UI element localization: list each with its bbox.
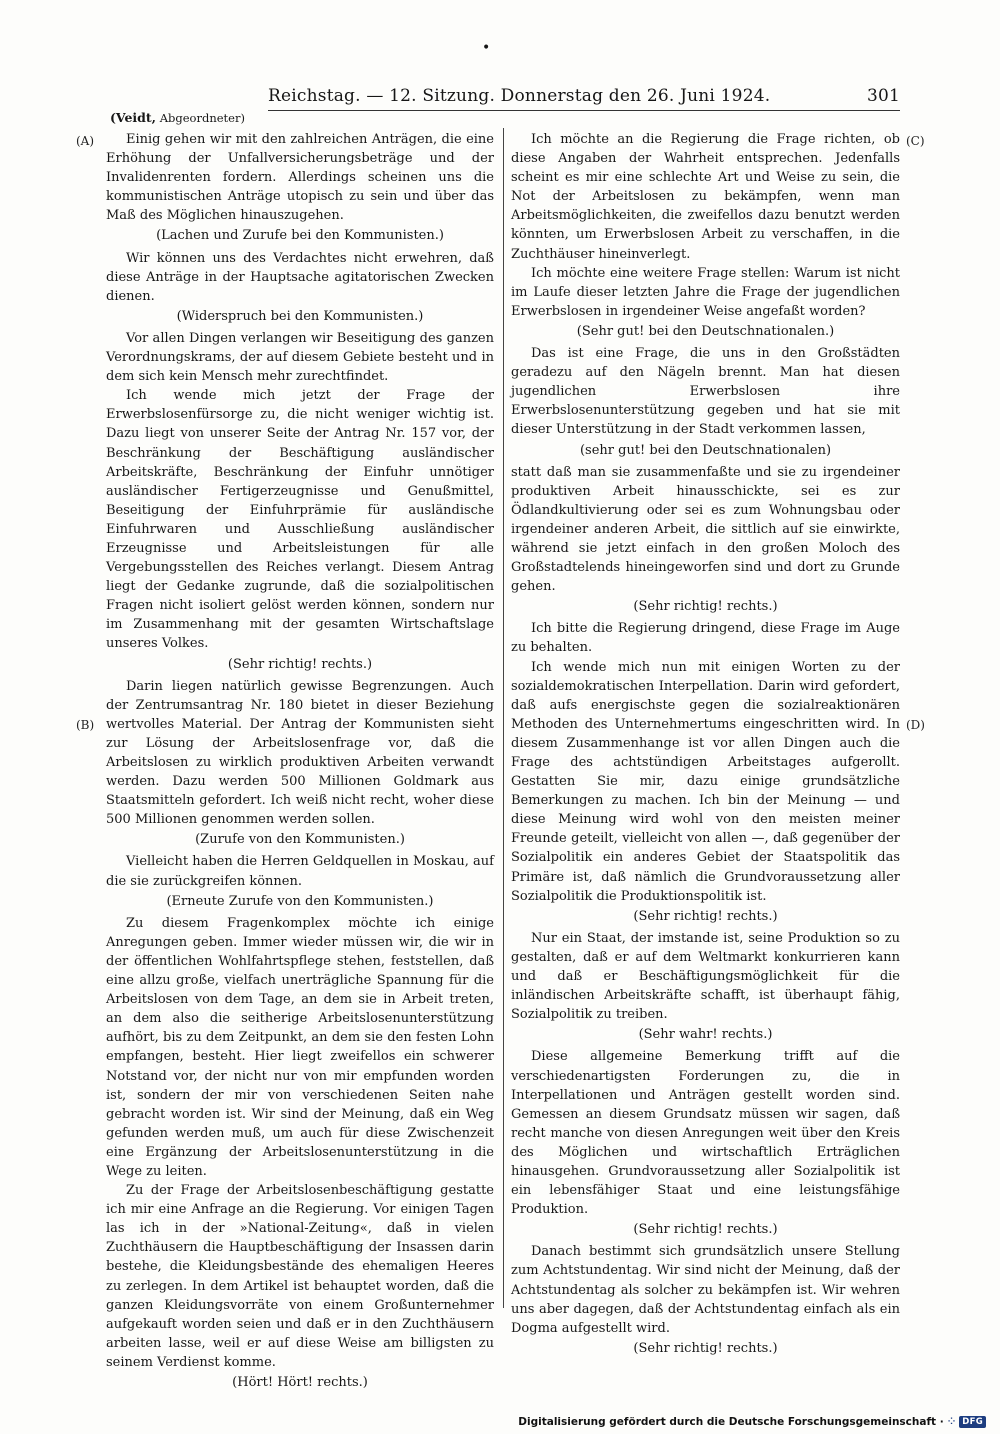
header-title: Reichstag. — 12. Sitzung. Donnerstag den 26. Juni 1924. [268, 86, 771, 106]
paragraph: Vielleicht haben die Herren Geldquellen in Moskau, auf die sie zurückgreifen können. [106, 854, 494, 889]
paragraph: Ich möchte an die Regierung die Frage richten, ob diese Angaben der Wahrheit entsprechen. Jedenfalls scheint es mir eine schlechte Art und Weise zu sein, die Not der Arbeitslosen zu bekämpfen, wenn man Arbeitsmöglichkeiten, die zweifellos dazu benutzt werden könnten, um Erwerbslosen Arbeit zu verschaffen, in die Zuchthäuser hineinverlegt. [511, 132, 900, 262]
paragraph: Vor allen Dingen verlangen wir Beseitigung des ganzen Verordnungskrams, der auf diesem Gebiete besteht und in dem sich kein Mensch mehr zurechtfindet. [106, 330, 494, 385]
paragraph: Zu der Frage der Arbeitslosenbeschäftigung gestatte ich mir eine Anfrage an die Regierung. Vor einigen Tagen las ich in der »National-Zeitung«, daß in vielen Zuchthäusern die Hauptbeschäftigung der Insassen darin bestehe, die Kleidungsbestände des ehemaligen Heeres zu zerlegen. In dem Artikel ist behauptet worden, daß die ganzen Kleidungsvorräte von einem Großunternehmer aufgekauft worden seien und daß er in den Zuchthäusern arbeiten lasse, weil er auf diese Weise am billigsten zu seinem Verdienst komme. [106, 1183, 494, 1370]
paragraph: Ich möchte eine weitere Frage stellen: Warum ist nicht im Laufe dieser letzten Jahre die Frage der jugendlichen Erwerbslosen in irgendeiner Weise angefaßt worden? [511, 265, 900, 319]
paragraph: Darin liegen natürlich gewisse Begrenzungen. Auch der Zentrumsantrag Nr. 180 bietet in dieser Beziehung wertvolles Material. Der Antrag der Kommunisten sieht zur Lösung der Arbeitslosenfrage vor, daß die Arbeitslosen zu wirklich produktiven Arbeiten verwandt werden. Dazu werden 500 Millionen Goldmark aus Staatsmitteln gefordert. Ich weiß nicht recht, woher diese 500 Millionen genommen werden sollen. [106, 678, 494, 828]
interjection: (sehr gut! bei den Deutschnationalen) [579, 442, 832, 458]
right-column [511, 130, 900, 1361]
margin-mark-a: (A) [76, 134, 95, 148]
paragraph: Diese allgemeine Bemerkung trifft auf die verschiedenartigsten Forderungen zu, die in Interpellationen und Anträgen gestellt worden sind. Gemessen an diesem Grundsatz müssen wir sagen, daß recht manche von diesen Anregungen weit über den Kreis des Möglichen und wirtschaftlich Erträglichen hinausgehen. Grundvoraussetzung aller Sozialpolitik ist ein lebensfähiger Staat und eine leistungsfähige Produktion. [511, 1049, 900, 1218]
column-divider [503, 128, 504, 1308]
speaker-name: (Veidt, [110, 110, 157, 125]
paragraph: statt daß man sie zusammenfaßte und sie zu irgendeiner produktiven Arbeit hinausschickte, sei es zur Ödlandkultivierung oder sei es zum Wohnungsbau oder irgendeiner anderen Arbeit, die sittlich auf sie einwirkte, während sie jetzt einfach in den großen Moloch des Großstadtelends hineingeworfen sind und dort zu Grunde gehen. [511, 464, 900, 595]
interjection: (Zurufe von den Kommunisten.) [195, 832, 405, 848]
margin-mark-b: (B) [76, 718, 95, 732]
interjection: (Sehr wahr! rechts.) [638, 1027, 773, 1043]
dfg-dots-icon: ⁘ [947, 1417, 956, 1427]
speaker-role: Abgeordneter) [159, 111, 245, 125]
top-mark: • [482, 40, 491, 56]
header-rule [268, 110, 900, 111]
speaker-line [110, 110, 245, 125]
interjection: (Sehr gut! bei den Deutschnationalen.) [576, 323, 835, 339]
paragraph: Nur ein Staat, der imstande ist, seine Produktion so zu gestalten, daß er auf dem Weltmarkt konkurrieren kann und daß er Beschäftigungsmöglichkeit für die inländischen Arbeitskräfte schafft, ist überhaupt fähig, Sozialpolitik zu treiben. [511, 930, 900, 1023]
interjection: (Sehr richtig! rechts.) [633, 908, 778, 924]
margin-mark-d: (D) [906, 718, 925, 732]
paragraph: Ich wende mich nun mit einigen Worten zu der sozialdemokratischen Interpellation. Darin wird gefordert, daß aufs energischste gegen die sozialreaktionären Methoden des Unternehmertums eingeschritten wird. In diesem Zusammenhange ist vor allen Dingen auch die Frage des achtstündigen Arbeitstages aufgerollt. Gestatten Sie mir, dazu einige grundsätzliche Bemerkungen zu machen. Ich bin der Meinung — und diese Meinung wird wohl von den meisten meiner Freunde geteilt, vielleicht von allen —, daß gegenüber der Sozialpolitik ein anderes Gebiet der Staatspolitik das Primäre ist, daß nämlich die Grundvoraussetzung aller Sozialpolitik die Produktionspolitik ist. [511, 659, 900, 904]
left-column [106, 130, 494, 1395]
interjection: (Sehr richtig! rechts.) [633, 1222, 778, 1238]
page-number: 301 [866, 86, 900, 106]
footer-text: Digitalisierung gefördert durch die Deutsche Forschungsgemeinschaft · [518, 1416, 944, 1428]
paragraph: Danach bestimmt sich grundsätzlich unsere Stellung zum Achtstundentag. Wir sind nicht der Meinung, daß der Achtstundentag als solcher zu bekämpfen ist. Wir wehren uns aber dagegen, daß der Achtstundentag einfach als ein Dogma aufgestellt wird. [511, 1244, 900, 1336]
paragraph: Das ist eine Frage, die uns in den Großstädten geradezu auf den Nägeln brennt. Man hat diesen jugendlichen Erwerbslosen ihre Erwerbslosenunterstützung gegeben und hat sie mit dieser Unterstützung in der Stadt verkommen lassen, [511, 346, 900, 438]
margin-mark-c: (C) [906, 134, 925, 148]
paragraph: Ich bitte die Regierung dringend, diese Frage im Auge zu behalten. [511, 621, 900, 656]
interjection: (Sehr richtig! rechts.) [633, 1340, 778, 1356]
interjection: (Hört! Hört! rechts.) [232, 1375, 368, 1390]
interjection: (Widerspruch bei den Kommunisten.) [176, 308, 424, 324]
paragraph: Einig gehen wir mit den zahlreichen Anträgen, die eine Erhöhung der Unfallversicherungsbeträge und der Invalidenrenten fordern. Allerdings scheinen uns die kommunistischen Anträge utopisch zu sein und über das Maß des Möglichen hinauszugehen. [106, 132, 494, 224]
footer-credit [518, 1416, 986, 1428]
interjection: (Sehr richtig! rechts.) [633, 599, 778, 615]
paragraph: Wir können uns des Verdachtes nicht erwehren, daß diese Anträge in der Hauptsache agitatorischen Zwecken dienen. [106, 250, 494, 304]
paragraph: Zu diesem Fragenkomplex möchte ich einige Anregungen geben. Immer wieder müssen wir, die wir in der öffentlichen Wohlfahrtspflege stehen, feststellen, daß eine allzu große, vielfach unerträgliche Spannung für die Arbeitslosen von dem Tage, an dem sie in Arbeit treten, an dem also die seitherige Arbeitslosenunterstützung aufhört, bis zu dem Zeitpunkt, an dem sie den festen Lohn empfangen, besteht. Hier liegt zweifellos ein schwerer Notstand vor, der nicht nur von mir empfunden worden ist, sondern der mir von verschiedenen Seiten nahe gebracht worden ist. Wir sind der Meinung, daß ein Weg gefunden werden muß, um auch für diese Zwischenzeit eine Ergänzung der Arbeitslosenunterstützung in die Wege zu leiten. [106, 915, 494, 1179]
interjection: (Lachen und Zurufe bei den Kommunisten.) [156, 228, 444, 244]
interjection: (Sehr richtig! rechts.) [227, 656, 373, 672]
dfg-logo: DFG [959, 1416, 986, 1428]
paragraph: Ich wende mich jetzt der Frage der Erwerbslosenfürsorge zu, die nicht weniger wichtig ist. Dazu liegt von unserer Seite der Antrag Nr. 157 vor, der Beschränkung der Beschäftigung ausländischer Arbeitskräfte, Beschränkung der Einfuhr unnötiger ausländischer Fertigerzeugnisse und Genußmittel, Beseitigung der Einfuhrprämie für ausländische Einfuhrwaren und Ausschließung ausländischer Erzeugnisse und Arbeitsleistungen für alle Vergebungsstellen des Reiches verlangt. Diesem Antrag liegt der Gedanke zugrunde, daß die sozialpolitischen Fragen nicht isoliert gelöst werden können, sondern nur im Zusammenhang mit der gesamten Wirtschaftslage unseres Volkes. [106, 388, 494, 652]
interjection: (Erneute Zurufe von den Kommunisten.) [166, 893, 434, 909]
